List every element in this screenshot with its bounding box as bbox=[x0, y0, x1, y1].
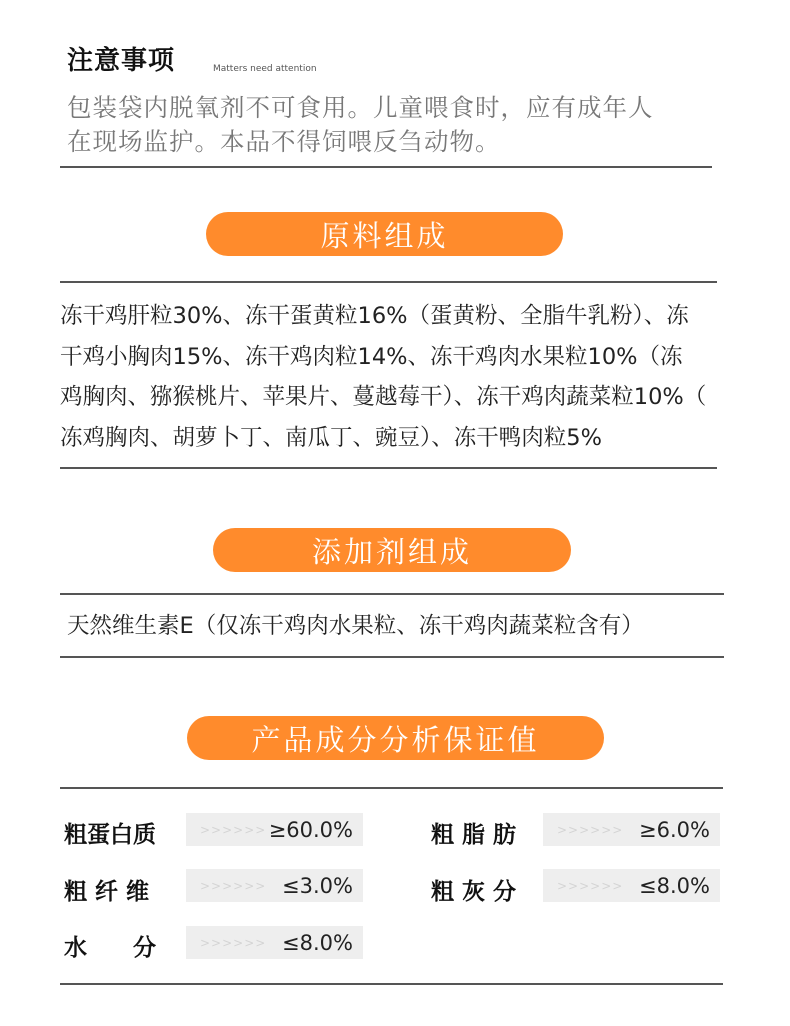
nutrient-value-box bbox=[186, 926, 363, 959]
ingredients-line: 冻鸡胸肉、胡萝卜丁、南瓜丁、豌豆）、冻干鸭肉粒5% bbox=[60, 424, 602, 451]
notice-subtitle: Matters need attention bbox=[213, 64, 317, 74]
nutrient-label-moisture: 水 分 bbox=[64, 935, 156, 961]
divider bbox=[60, 983, 723, 985]
divider bbox=[60, 787, 723, 789]
arrows-decoration: >>>>>> bbox=[557, 822, 624, 837]
nutrient-value-fiber: ≤3.0% bbox=[282, 873, 353, 898]
nutrient-label-fiber: 粗 纤 维 bbox=[64, 879, 150, 905]
arrows-decoration: >>>>>> bbox=[200, 878, 267, 893]
notice-title: 注意事项 bbox=[67, 46, 176, 76]
nutrient-value-fat: ≥6.0% bbox=[639, 817, 710, 842]
ingredients-text bbox=[60, 296, 760, 458]
nutrient-value-box bbox=[186, 813, 363, 846]
nutrient-value-ash: ≤8.0% bbox=[639, 873, 710, 898]
nutrient-value-protein: ≥60.0% bbox=[268, 817, 353, 842]
nutrient-value-box bbox=[186, 869, 363, 902]
nutrient-value-box bbox=[543, 869, 720, 902]
divider bbox=[60, 593, 724, 595]
divider bbox=[60, 467, 717, 469]
nutrient-label-ash: 粗 灰 分 bbox=[431, 879, 517, 905]
nutrient-value-box bbox=[543, 813, 720, 846]
divider bbox=[60, 281, 717, 283]
ingredients-line: 冻干鸡肝粒30%、冻干蛋黄粒16%（蛋黄粉、全脂牛乳粉）、冻 bbox=[60, 303, 689, 329]
ingredients-heading: 原料组成 bbox=[206, 212, 563, 256]
notice-line: 包装袋内脱氧剂不可食用。儿童喂食时，应有成年人 bbox=[67, 93, 654, 122]
additives-heading: 添加剂组成 bbox=[213, 528, 571, 572]
arrows-decoration: >>>>>> bbox=[557, 878, 624, 893]
divider bbox=[60, 166, 712, 168]
nutrient-label-fat: 粗 脂 肪 bbox=[431, 822, 517, 848]
ingredients-line: 鸡胸肉、猕猴桃片、苹果片、蔓越莓干）、冻干鸡肉蔬菜粒10%（ bbox=[60, 384, 707, 410]
arrows-decoration: >>>>>> bbox=[200, 822, 267, 837]
analysis-heading: 产品成分分析保证值 bbox=[187, 716, 604, 760]
ingredients-line: 干鸡小胸肉15%、冻干鸡肉粒14%、冻干鸡肉水果粒10%（冻 bbox=[60, 343, 683, 370]
nutrient-label-protein: 粗蛋白质 bbox=[64, 822, 156, 848]
notice-body bbox=[67, 91, 727, 159]
divider bbox=[60, 656, 724, 658]
arrows-decoration: >>>>>> bbox=[200, 935, 267, 950]
nutrient-value-moisture: ≤8.0% bbox=[282, 930, 353, 955]
additives-text: 天然维生素E（仅冻干鸡肉水果粒、冻干鸡肉蔬菜粒含有） bbox=[67, 613, 644, 639]
notice-line: 在现场监护。本品不得饲喂反刍动物。 bbox=[67, 127, 501, 156]
